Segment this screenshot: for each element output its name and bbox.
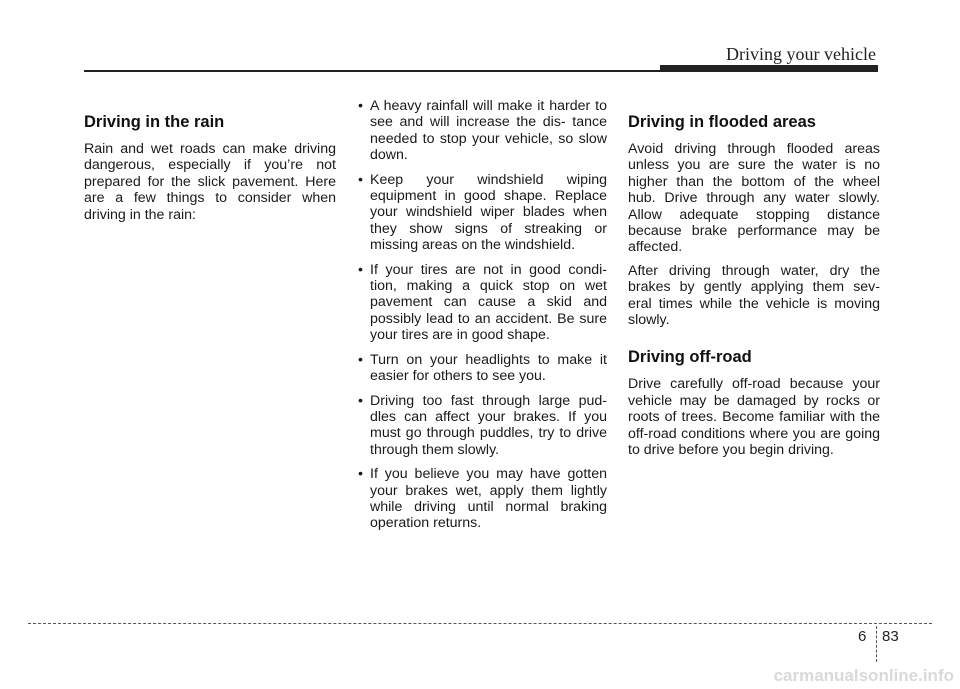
page-number: 83 — [882, 628, 899, 645]
list-item-text: Driving too fast through large pud- dles can affect your brakes. If you must go through puddles, try to drive through them slowly. — [370, 392, 607, 458]
bullet-icon: • — [358, 98, 363, 114]
list-item — [355, 466, 607, 532]
flooded-paragraph-2: After driving through water, dry the brakes by gently applying them sev- eral times while the vehicle is moving slowly. — [628, 262, 880, 329]
offroad-paragraph: Drive carefully off-road because your vehicle may be damaged by rocks or roots of trees. Become familiar with the off-road conditions where you are going to drive before you begin driving. — [628, 376, 880, 459]
section-heading-flooded: Driving in flooded areas — [628, 113, 816, 131]
bullet-icon: • — [358, 171, 363, 188]
header-rule-thin — [84, 70, 662, 72]
header-title: Driving your vehicle — [726, 44, 876, 64]
list-item-text: A heavy rainfall will make it harder to see and will increase the dis- tance needed to stop your vehicle, so slow down. — [370, 98, 607, 164]
list-item-text: Keep your windshield wiping equipment in good shape. Replace your windshield wiper blades when they show signs of streaking or missing areas on the windshield. — [370, 171, 607, 254]
list-item — [355, 352, 607, 385]
page-number-divider — [876, 626, 877, 662]
list-item — [355, 98, 607, 164]
column-3 — [628, 112, 880, 466]
bullet-icon: • — [358, 261, 363, 278]
list-item-text: If your tires are not in good condi- tion, making a quick stop on wet pavement can cause a skid and possibly lead to an accident. Be sure your tires are in good shape. — [370, 261, 607, 344]
watermark: carmanualsonline.info — [773, 666, 954, 685]
bullet-icon: • — [358, 392, 363, 409]
footer-divider — [28, 623, 932, 624]
column-2 — [355, 98, 607, 540]
header-rule-thick — [660, 65, 878, 72]
rain-intro-paragraph: Rain and wet roads can make driving dangerous, especially if you’re not prepared for the slick pavement. Here are a few things to consider when driving in the rain: — [84, 141, 336, 223]
bullet-icon: • — [358, 351, 363, 368]
section-heading-rain: Driving in the rain — [84, 113, 225, 131]
flooded-paragraph-1: Avoid driving through flooded areas unless you are sure the water is no higher than the bottom of the wheel hub. Drive through any water slowly. Allow adequate stopping distance because brake performance may be affected. — [628, 141, 880, 256]
section-number: 6 — [858, 628, 867, 645]
list-item-text: If you believe you may have gotten your brakes wet, apply them lightly while driving until normal braking operation returns. — [370, 466, 607, 532]
list-item — [355, 262, 607, 344]
section-heading-offroad: Driving off-road — [628, 348, 752, 367]
list-item — [355, 393, 607, 459]
bullet-icon: • — [358, 466, 363, 483]
rain-tips-list — [355, 98, 607, 532]
list-item-text: Turn on your headlights to make it easier for others to see you. — [370, 351, 607, 385]
column-1 — [84, 112, 336, 230]
list-item — [355, 172, 607, 254]
